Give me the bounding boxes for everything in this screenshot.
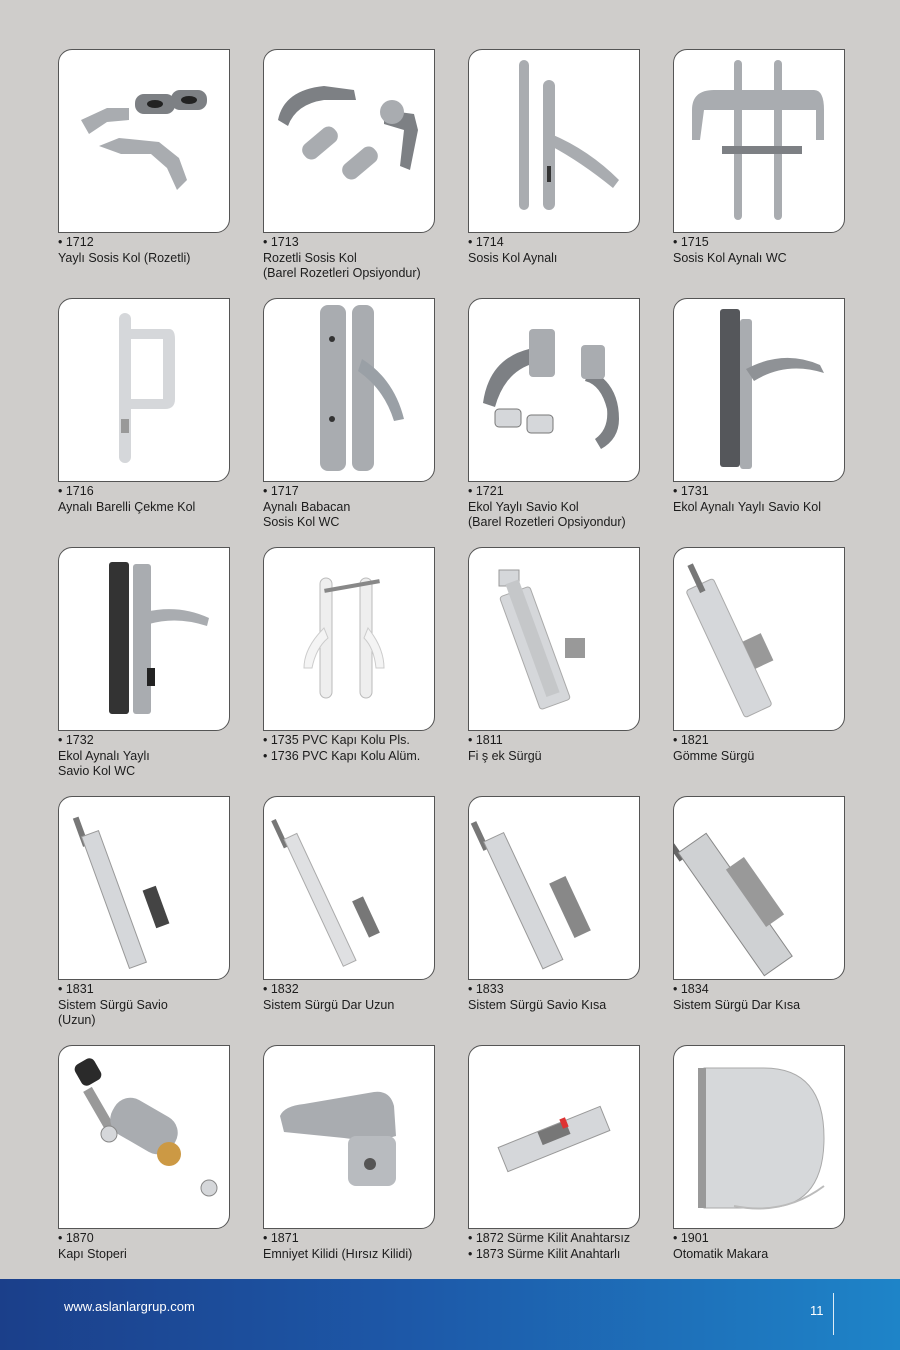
product-image-card: [673, 49, 845, 233]
system-bolt-long-image: [59, 797, 229, 979]
product-description-line: Kapı Stoperi: [58, 1246, 127, 1261]
product-item: [263, 49, 435, 298]
product-item: [673, 796, 845, 1045]
website-url[interactable]: www.aslanlargrup.com: [64, 1299, 195, 1314]
product-description-line: Emniyet Kilidi (Hırsız Kilidi): [263, 1246, 413, 1261]
product-image-card: [58, 1045, 230, 1229]
product-description-line: Sosis Kol WC: [263, 515, 340, 529]
product-code: • 1712: [58, 235, 94, 249]
plate-handle-image: [469, 50, 639, 232]
product-description-line: • 1736 PVC Kapı Kolu Alüm.: [263, 748, 421, 763]
product-code: • 1714: [468, 235, 504, 249]
product-description-line: Rozetli Sosis Kol: [263, 250, 357, 265]
lever-handle-pair-image: [264, 50, 434, 232]
product-image-card: [468, 49, 640, 233]
product-description-line: Aynalı Babacan: [263, 499, 351, 514]
product-description-line: (Barel Rozetleri Opsiyondur): [263, 266, 421, 280]
product-item: [263, 298, 435, 547]
product-caption: [468, 1231, 640, 1262]
product-image-card: [263, 796, 435, 980]
product-description-line: Sosis Kol Aynalı WC: [673, 250, 787, 265]
product-description-line: Fi ş ek Sürgü: [468, 748, 542, 763]
system-bolt-narrow-long-image: [264, 797, 434, 979]
sliding-lock-image: [469, 1046, 639, 1228]
product-description-line: Savio Kol WC: [58, 764, 136, 778]
savio-plate-handle-wc-image: [59, 548, 229, 730]
product-image-card: [468, 298, 640, 482]
product-code: • 1833: [468, 982, 504, 996]
product-caption: [468, 484, 640, 531]
product-item: [468, 298, 640, 547]
product-description-line: Sistem Sürgü Savio: [58, 997, 168, 1012]
savio-handle-pair-image: [469, 299, 639, 481]
product-caption: [468, 982, 640, 1013]
product-caption: [263, 484, 435, 531]
pull-handle-image: [59, 299, 229, 481]
product-description-line: Sistem Sürgü Savio Kısa: [468, 997, 607, 1012]
product-code: • 1721: [468, 484, 504, 498]
product-image-card: [468, 1045, 640, 1229]
product-image-card: [58, 796, 230, 980]
product-grid: [58, 49, 845, 1294]
product-image-card: [673, 298, 845, 482]
product-description-line: Gömme Sürgü: [673, 748, 755, 763]
product-code: • 1901: [673, 1231, 709, 1245]
product-caption: [673, 733, 845, 764]
door-stopper-image: [59, 1046, 229, 1228]
product-description-line: Otomatik Makara: [673, 1246, 769, 1261]
product-item: [58, 49, 230, 298]
flush-bolt-image: [674, 548, 844, 730]
product-code: • 1716: [58, 484, 94, 498]
product-item: [468, 1045, 640, 1294]
product-item: [263, 1045, 435, 1294]
product-image-card: [468, 796, 640, 980]
product-item: [58, 796, 230, 1045]
system-bolt-narrow-short-image: [674, 797, 844, 979]
product-code: • 1717: [263, 484, 299, 498]
product-image-card: [673, 1045, 845, 1229]
automatic-reel-image: [674, 1046, 844, 1228]
product-description-line: (Barel Rozetleri Opsiyondur): [468, 515, 626, 529]
product-code: • 1834: [673, 982, 709, 996]
product-item: [58, 1045, 230, 1294]
product-code: • 1811: [468, 733, 503, 747]
product-description-line: Aynalı Barelli Çekme Kol: [58, 499, 196, 514]
product-image-card: [263, 1045, 435, 1229]
product-caption: [263, 982, 435, 1013]
product-image-card: [673, 796, 845, 980]
product-caption: [263, 235, 435, 282]
product-item: [673, 1045, 845, 1294]
product-caption: [263, 1231, 435, 1262]
product-item: [58, 547, 230, 796]
product-description-line: Ekol Aynalı Yaylı Savio Kol: [673, 499, 822, 514]
product-caption: [58, 235, 230, 266]
product-image-card: [58, 298, 230, 482]
product-code: • 1832: [263, 982, 299, 996]
footer-bar: [0, 1279, 900, 1350]
product-code: • 1713: [263, 235, 299, 249]
product-description-line: Sistem Sürgü Dar Kısa: [673, 997, 801, 1012]
product-caption: [58, 982, 230, 1029]
product-code: • 1821: [673, 733, 709, 747]
product-caption: [673, 484, 845, 515]
system-bolt-short-image: [469, 797, 639, 979]
product-item: [263, 796, 435, 1045]
product-caption: [58, 1231, 230, 1262]
product-description-line: • 1873 Sürme Kilit Anahtarlı: [468, 1246, 621, 1261]
plate-handle-wc-image: [674, 50, 844, 232]
barrel-bolt-image: [469, 548, 639, 730]
page-number: 11: [810, 1303, 824, 1318]
product-code: • 1872 Sürme Kilit Anahtarsız: [468, 1231, 631, 1245]
product-image-card: [58, 547, 230, 731]
product-caption: [468, 235, 640, 266]
product-description-line: Ekol Aynalı Yaylı: [58, 748, 150, 763]
product-caption: [673, 1231, 845, 1262]
product-description-line: Yaylı Sosis Kol (Rozetli): [58, 250, 191, 265]
product-code: • 1732: [58, 733, 94, 747]
product-code: • 1831: [58, 982, 94, 996]
product-caption: [263, 733, 435, 764]
product-code: • 1715: [673, 235, 709, 249]
pvc-door-handle-image: [264, 548, 434, 730]
product-item: [468, 49, 640, 298]
product-code: • 1731: [673, 484, 709, 498]
product-description-line: Sistem Sürgü Dar Uzun: [263, 997, 395, 1012]
product-item: [468, 796, 640, 1045]
product-image-card: [673, 547, 845, 731]
product-caption: [468, 733, 640, 764]
product-item: [673, 298, 845, 547]
lever-handle-with-rosettes-image: [59, 50, 229, 232]
product-caption: [58, 484, 230, 515]
plate-handle-wc-wide-image: [264, 299, 434, 481]
footer-divider: [833, 1293, 834, 1335]
product-code: • 1735 PVC Kapı Kolu Pls.: [263, 733, 410, 747]
product-item: [58, 298, 230, 547]
product-item: [468, 547, 640, 796]
product-caption: [58, 733, 230, 780]
product-image-card: [58, 49, 230, 233]
product-image-card: [263, 298, 435, 482]
product-item: [673, 547, 845, 796]
product-description-line: (Uzun): [58, 1013, 96, 1027]
product-code: • 1871: [263, 1231, 299, 1245]
savio-plate-handle-image: [674, 299, 844, 481]
product-description-line: Sosis Kol Aynalı: [468, 250, 558, 265]
product-caption: [673, 235, 845, 266]
product-image-card: [468, 547, 640, 731]
product-code: • 1870: [58, 1231, 94, 1245]
product-item: [673, 49, 845, 298]
product-item: [263, 547, 435, 796]
product-description-line: Ekol Yaylı Savio Kol: [468, 499, 579, 514]
product-image-card: [263, 547, 435, 731]
product-caption: [673, 982, 845, 1013]
safety-lock-image: [264, 1046, 434, 1228]
product-image-card: [263, 49, 435, 233]
